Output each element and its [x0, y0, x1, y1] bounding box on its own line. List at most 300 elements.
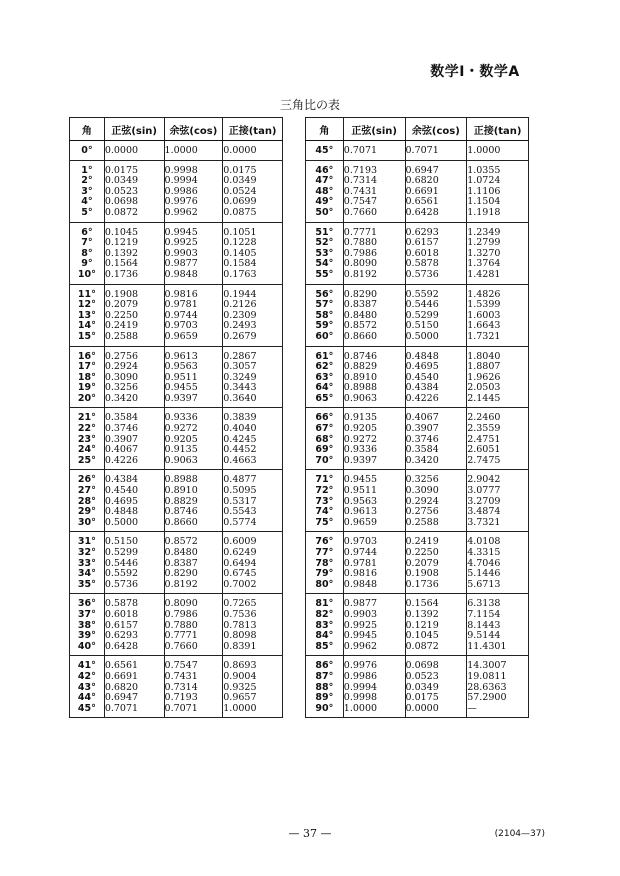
- angle-value: 19°: [77, 382, 96, 394]
- cos-cell: [164, 656, 223, 718]
- angle-value: 17°: [77, 361, 96, 373]
- sin-value: 0.7431: [343, 185, 378, 197]
- sin-cell: [343, 284, 405, 346]
- header-row: [70, 118, 283, 141]
- tan-cell: [467, 408, 529, 470]
- angle-value: 22°: [77, 423, 96, 435]
- tan-value: 4.3315: [467, 547, 501, 558]
- tan-value: 0.4663: [223, 454, 257, 466]
- sin-value: 0.9703: [343, 536, 378, 548]
- table-row-group: [306, 160, 529, 222]
- sin-value: 0.7547: [343, 196, 378, 208]
- tan-value: 0.1763: [223, 268, 257, 280]
- tan-value: 0.0175: [223, 164, 257, 176]
- column-header-cos: 余弦(cos): [164, 118, 223, 141]
- cos-cell: [405, 470, 467, 532]
- angle-value: 12°: [77, 299, 96, 311]
- tan-cell: [223, 141, 283, 161]
- tan-value: 0.3443: [223, 382, 257, 394]
- tan-cell: [467, 532, 529, 594]
- angle-cell: [70, 222, 105, 284]
- tan-value: 2.2460: [467, 412, 501, 424]
- tan-cell: [467, 656, 529, 718]
- trig-table-left: [69, 117, 283, 718]
- tan-cell: [467, 470, 529, 532]
- trig-table-right: [305, 117, 529, 718]
- cos-value: 0.3584: [405, 444, 439, 456]
- tan-value: 1.4826: [467, 288, 501, 300]
- sin-value: 0.9455: [343, 474, 378, 486]
- cos-cell: [164, 470, 223, 532]
- sin-value: 0.8910: [343, 371, 378, 383]
- cos-value: 0.6018: [405, 247, 439, 259]
- cos-value: 0.9976: [164, 196, 198, 208]
- angle-value: 33°: [77, 557, 96, 569]
- cos-value: 0.3746: [405, 433, 439, 445]
- angle-value: 73°: [315, 495, 334, 507]
- angle-value: 65°: [315, 392, 334, 404]
- sin-value: 0.8572: [343, 320, 378, 332]
- cos-cell: [164, 222, 223, 284]
- angle-value: 87°: [315, 670, 334, 682]
- tan-value: 0.1405: [223, 247, 257, 259]
- tan-value: 0.8391: [223, 640, 257, 652]
- sin-cell: [104, 532, 164, 594]
- cos-value: 0.4540: [405, 371, 439, 383]
- sin-value: 0.1392: [104, 247, 139, 259]
- sin-value: 0.7771: [343, 226, 378, 238]
- cos-value: 0.8746: [164, 506, 198, 518]
- cos-value: 0.9744: [164, 309, 198, 321]
- cos-cell: [405, 222, 467, 284]
- tan-value: 1.1106: [467, 185, 501, 197]
- sin-value: 0.8387: [343, 299, 378, 311]
- cos-value: 0.8572: [164, 536, 198, 548]
- cos-value: 0.7193: [164, 692, 198, 704]
- angle-cell: [70, 656, 105, 718]
- cos-value: 0.9336: [164, 412, 198, 424]
- angle-value: 52°: [315, 237, 334, 249]
- cos-value: 0.2756: [405, 506, 439, 518]
- table-row-group: [306, 470, 529, 532]
- angle-value: 64°: [315, 382, 334, 394]
- tan-value: 0.1584: [223, 258, 257, 270]
- cos-value: 0.4848: [405, 350, 439, 362]
- cos-value: 0.6561: [405, 196, 439, 208]
- angle-cell: [306, 532, 344, 594]
- sin-value: 0.0698: [104, 196, 139, 208]
- angle-value: 77°: [315, 547, 334, 558]
- sin-value: 0.9336: [343, 444, 378, 456]
- angle-cell: [306, 656, 344, 718]
- sin-value: 0.0000: [104, 145, 139, 156]
- angle-cell: [70, 284, 105, 346]
- cos-value: 0.9135: [164, 444, 198, 456]
- column-header-tan: 正接(tan): [223, 118, 283, 141]
- cos-cell: [405, 656, 467, 718]
- angle-value: 15°: [77, 330, 96, 342]
- angle-value: 79°: [315, 568, 334, 580]
- cos-value: 0.7660: [164, 640, 198, 652]
- angle-value: 39°: [77, 630, 96, 642]
- angle-value: 43°: [77, 681, 96, 693]
- table-row-group: [70, 346, 283, 408]
- tan-value: 0.4245: [223, 433, 257, 445]
- tan-value: 1.8040: [467, 350, 501, 362]
- angle-value: 75°: [315, 516, 334, 528]
- sin-value: 0.1045: [104, 226, 139, 238]
- tan-value: 0.3839: [223, 412, 257, 424]
- tan-cell: [223, 532, 283, 594]
- cos-value: 0.9945: [164, 226, 198, 238]
- tan-value: 0.6009: [223, 536, 257, 548]
- angle-cell: [70, 470, 105, 532]
- tan-value: 19.0811: [467, 670, 507, 682]
- tan-value: 1.6643: [467, 320, 501, 332]
- sin-value: 0.0872: [104, 206, 139, 218]
- angle-value: 0°: [81, 145, 93, 156]
- cos-value: 1.0000: [164, 145, 198, 156]
- sin-cell: [104, 470, 164, 532]
- angle-value: 88°: [315, 681, 334, 693]
- sin-value: 0.9511: [343, 485, 378, 497]
- angle-cell: [306, 284, 344, 346]
- tan-value: 1.8807: [467, 361, 501, 373]
- angle-value: 60°: [315, 330, 334, 342]
- angle-value: 55°: [315, 268, 334, 280]
- table-row-group: [70, 284, 283, 346]
- tan-cell: [223, 284, 283, 346]
- sin-cell: [343, 656, 405, 718]
- tan-value: 0.5095: [223, 485, 257, 497]
- sin-value: 0.2419: [104, 320, 139, 332]
- table-body: [70, 141, 283, 718]
- column-header-cos: 余弦(cos): [405, 118, 467, 141]
- angle-value: 67°: [315, 423, 334, 435]
- header-row: [306, 118, 529, 141]
- sin-cell: [343, 222, 405, 284]
- cos-value: 0.8829: [164, 495, 198, 507]
- sin-value: 0.3584: [104, 412, 139, 424]
- sin-value: 0.9848: [343, 578, 378, 590]
- sin-value: 0.0175: [104, 164, 139, 176]
- cos-value: 0.8387: [164, 557, 198, 569]
- cos-value: 0.6157: [405, 237, 439, 249]
- cos-value: 0.2419: [405, 536, 439, 548]
- sin-cell: [104, 160, 164, 222]
- cos-value: 0.3090: [405, 485, 439, 497]
- tan-value: 2.7475: [467, 454, 501, 466]
- cos-value: 0.5446: [405, 299, 439, 311]
- tan-value: 0.6249: [223, 547, 257, 558]
- sin-value: 0.3256: [104, 382, 139, 394]
- sin-cell: [343, 160, 405, 222]
- table-row-group: [306, 346, 529, 408]
- angle-value: 31°: [77, 536, 96, 548]
- tan-value: 1.3270: [467, 247, 501, 259]
- cos-value: 0.1392: [405, 608, 439, 620]
- sin-value: 0.9816: [343, 568, 378, 580]
- angle-value: 34°: [77, 568, 96, 580]
- angle-value: 45°: [315, 145, 334, 156]
- angle-cell: [70, 346, 105, 408]
- sin-value: 0.8480: [343, 309, 378, 321]
- tan-value: 5.6713: [467, 578, 501, 590]
- tan-value: 0.5543: [223, 506, 257, 518]
- table-row-group: [70, 470, 283, 532]
- tan-value: 5.1446: [467, 568, 501, 580]
- angle-value: 47°: [315, 175, 334, 187]
- tan-value: 0.5317: [223, 495, 257, 507]
- cos-cell: [164, 284, 223, 346]
- angle-value: 59°: [315, 320, 334, 332]
- angle-value: 85°: [315, 640, 334, 652]
- tan-cell: [223, 656, 283, 718]
- sin-value: 0.8660: [343, 330, 378, 342]
- tan-value: 1.2799: [467, 237, 501, 249]
- sin-cell: [104, 346, 164, 408]
- sin-value: 0.9877: [343, 598, 378, 610]
- angle-value: 14°: [77, 320, 96, 332]
- cos-cell: [405, 408, 467, 470]
- tan-value: 1.1504: [467, 196, 501, 208]
- tan-value: 1.6003: [467, 309, 501, 321]
- tan-value: 0.2679: [223, 330, 257, 342]
- cos-value: 0.5299: [405, 309, 439, 321]
- angle-value: 84°: [315, 630, 334, 642]
- cos-value: 0.9659: [164, 330, 198, 342]
- sin-value: 0.9925: [343, 619, 378, 631]
- sin-value: 0.6820: [104, 681, 139, 693]
- sin-cell: [343, 594, 405, 656]
- angle-value: 23°: [77, 433, 96, 445]
- cos-value: 0.9511: [164, 371, 198, 383]
- cos-value: 0.9563: [164, 361, 198, 373]
- sin-value: 0.4384: [104, 474, 139, 486]
- angle-value: 24°: [77, 444, 96, 456]
- sin-value: 0.1564: [104, 258, 139, 270]
- cos-value: 0.4384: [405, 382, 439, 394]
- tan-value: 3.7321: [467, 516, 501, 528]
- tan-value: 0.7813: [223, 619, 257, 631]
- cos-value: 0.9962: [164, 206, 198, 218]
- sin-value: 0.9272: [343, 433, 378, 445]
- cos-value: 0.7071: [164, 702, 198, 714]
- tan-value: 1.2349: [467, 226, 501, 238]
- angle-value: 83°: [315, 619, 334, 631]
- cos-value: 0.0349: [405, 681, 439, 693]
- cos-value: 0.9613: [164, 350, 198, 362]
- tan-value: 1.7321: [467, 330, 501, 342]
- sin-value: 0.9781: [343, 557, 378, 569]
- tan-value: 0.9004: [223, 670, 257, 682]
- angle-value: 66°: [315, 412, 334, 424]
- sin-value: 0.9063: [343, 392, 378, 404]
- cos-value: 0.3256: [405, 474, 439, 486]
- angle-value: 50°: [315, 206, 334, 218]
- cos-value: 0.8192: [164, 578, 198, 590]
- angle-cell: [70, 160, 105, 222]
- tan-value: 0.9325: [223, 681, 257, 693]
- tan-cell: [467, 284, 529, 346]
- cos-cell: [405, 160, 467, 222]
- angle-value: 40°: [77, 640, 96, 652]
- sin-value: 0.2079: [104, 299, 139, 311]
- column-header-tan: 正接(tan): [467, 118, 529, 141]
- sin-value: 0.6428: [104, 640, 139, 652]
- tan-cell: [223, 470, 283, 532]
- tan-value: 0.3640: [223, 392, 257, 404]
- cos-value: 0.6691: [405, 185, 439, 197]
- sin-cell: [104, 141, 164, 161]
- tan-cell: [223, 408, 283, 470]
- sin-value: 0.5150: [104, 536, 139, 548]
- table-title: 三角比の表: [279, 98, 340, 112]
- tan-value: 0.0875: [223, 206, 257, 218]
- table-row-group: [306, 594, 529, 656]
- page-code: (2104—37): [494, 829, 545, 839]
- cos-cell: [164, 532, 223, 594]
- sin-value: 0.9976: [343, 660, 378, 672]
- angle-cell: [306, 408, 344, 470]
- angle-value: 45°: [77, 702, 96, 714]
- table-body: [306, 141, 529, 718]
- sin-value: 0.9205: [343, 423, 378, 435]
- angle-value: 71°: [315, 474, 334, 486]
- tan-value: 2.1445: [467, 392, 501, 404]
- sin-value: 0.6157: [104, 619, 139, 631]
- cos-value: 0.6947: [405, 164, 439, 176]
- table-row-group: [70, 408, 283, 470]
- cos-value: 0.5878: [405, 258, 439, 270]
- cos-value: 0.5592: [405, 288, 439, 300]
- table-row-group: [70, 160, 283, 222]
- sin-value: 0.5592: [104, 568, 139, 580]
- cos-cell: [164, 160, 223, 222]
- cos-value: 0.9063: [164, 454, 198, 466]
- tan-value: 0.9657: [223, 692, 257, 704]
- tan-value: 11.4301: [467, 640, 507, 652]
- table-row-group: [70, 656, 283, 718]
- angle-value: 38°: [77, 619, 96, 631]
- sin-value: 0.9945: [343, 630, 378, 642]
- sin-value: 0.5446: [104, 557, 139, 569]
- tan-cell: [223, 346, 283, 408]
- table-row-group: [306, 222, 529, 284]
- angle-value: 51°: [315, 226, 334, 238]
- table-row-group: [70, 532, 283, 594]
- sin-value: 0.3746: [104, 423, 139, 435]
- cos-value: 0.1736: [405, 578, 439, 590]
- cos-value: 0.0000: [405, 702, 439, 714]
- angle-value: 5°: [81, 206, 93, 218]
- angle-value: 80°: [315, 578, 334, 590]
- angle-value: 82°: [315, 608, 334, 620]
- sin-value: 0.2588: [104, 330, 139, 342]
- angle-value: 76°: [315, 536, 334, 548]
- angle-value: 3°: [81, 185, 93, 197]
- sin-value: 0.1908: [104, 288, 139, 300]
- cos-value: 0.9848: [164, 268, 198, 280]
- cos-value: 0.7771: [164, 630, 198, 642]
- column-header-sin: 正弦(sin): [343, 118, 405, 141]
- sin-value: 0.8090: [343, 258, 378, 270]
- angle-value: 27°: [77, 485, 96, 497]
- sin-value: 0.6691: [104, 670, 139, 682]
- cos-value: 0.9205: [164, 433, 198, 445]
- sin-cell: [343, 532, 405, 594]
- cos-cell: [405, 594, 467, 656]
- tan-value: 0.1228: [223, 237, 257, 249]
- sin-value: 0.1219: [104, 237, 139, 249]
- tan-value: 2.4751: [467, 433, 501, 445]
- tan-value: 0.2126: [223, 299, 257, 311]
- angle-value: 6°: [81, 226, 93, 238]
- tan-value: 1.4281: [467, 268, 501, 280]
- angle-value: 69°: [315, 444, 334, 456]
- tan-value: 0.2493: [223, 320, 257, 332]
- sin-value: 0.9659: [343, 516, 378, 528]
- angle-cell: [70, 532, 105, 594]
- tan-value: 0.0349: [223, 175, 257, 187]
- angle-cell: [306, 470, 344, 532]
- angle-value: 81°: [315, 598, 334, 610]
- tan-value: 3.2709: [467, 495, 501, 507]
- angle-value: 32°: [77, 547, 96, 558]
- cos-value: 0.6820: [405, 175, 439, 187]
- cos-value: 0.7431: [164, 670, 198, 682]
- tan-value: 4.0108: [467, 536, 501, 548]
- sin-value: 0.5299: [104, 547, 139, 558]
- tan-value: 9.5144: [467, 630, 501, 642]
- sin-value: 0.9744: [343, 547, 378, 558]
- tan-value: 2.9042: [467, 474, 501, 486]
- cos-value: 0.3420: [405, 454, 439, 466]
- tan-value: 0.1944: [223, 288, 257, 300]
- tan-value: 28.6363: [467, 681, 507, 693]
- sin-value: 0.9994: [343, 681, 378, 693]
- cos-value: 0.5150: [405, 320, 439, 332]
- tan-value: 3.4874: [467, 506, 501, 518]
- angle-cell: [306, 346, 344, 408]
- table-row-group: [306, 656, 529, 718]
- tan-value: 0.0699: [223, 196, 257, 208]
- table-row-group: [306, 284, 529, 346]
- tan-cell: [467, 160, 529, 222]
- cos-value: 0.7547: [164, 660, 198, 672]
- cos-value: 0.9986: [164, 185, 198, 197]
- cos-value: 0.9703: [164, 320, 198, 332]
- tan-value: 0.6494: [223, 557, 257, 569]
- tan-value: 0.4452: [223, 444, 257, 456]
- cos-value: 0.7986: [164, 608, 198, 620]
- tan-value: —: [467, 702, 477, 714]
- angle-value: 58°: [315, 309, 334, 321]
- sin-value: 0.8192: [343, 268, 378, 280]
- angle-value: 37°: [77, 608, 96, 620]
- tan-value: 2.6051: [467, 444, 501, 456]
- angle-value: 54°: [315, 258, 334, 270]
- tan-value: 1.3764: [467, 258, 501, 270]
- cos-value: 0.2250: [405, 547, 439, 558]
- angle-value: 26°: [77, 474, 96, 486]
- sin-value: 0.6293: [104, 630, 139, 642]
- sin-cell: [343, 141, 405, 161]
- tan-value: 6.3138: [467, 598, 501, 610]
- cos-value: 0.9397: [164, 392, 198, 404]
- angle-value: 46°: [315, 164, 334, 176]
- table-row-group: [306, 141, 529, 161]
